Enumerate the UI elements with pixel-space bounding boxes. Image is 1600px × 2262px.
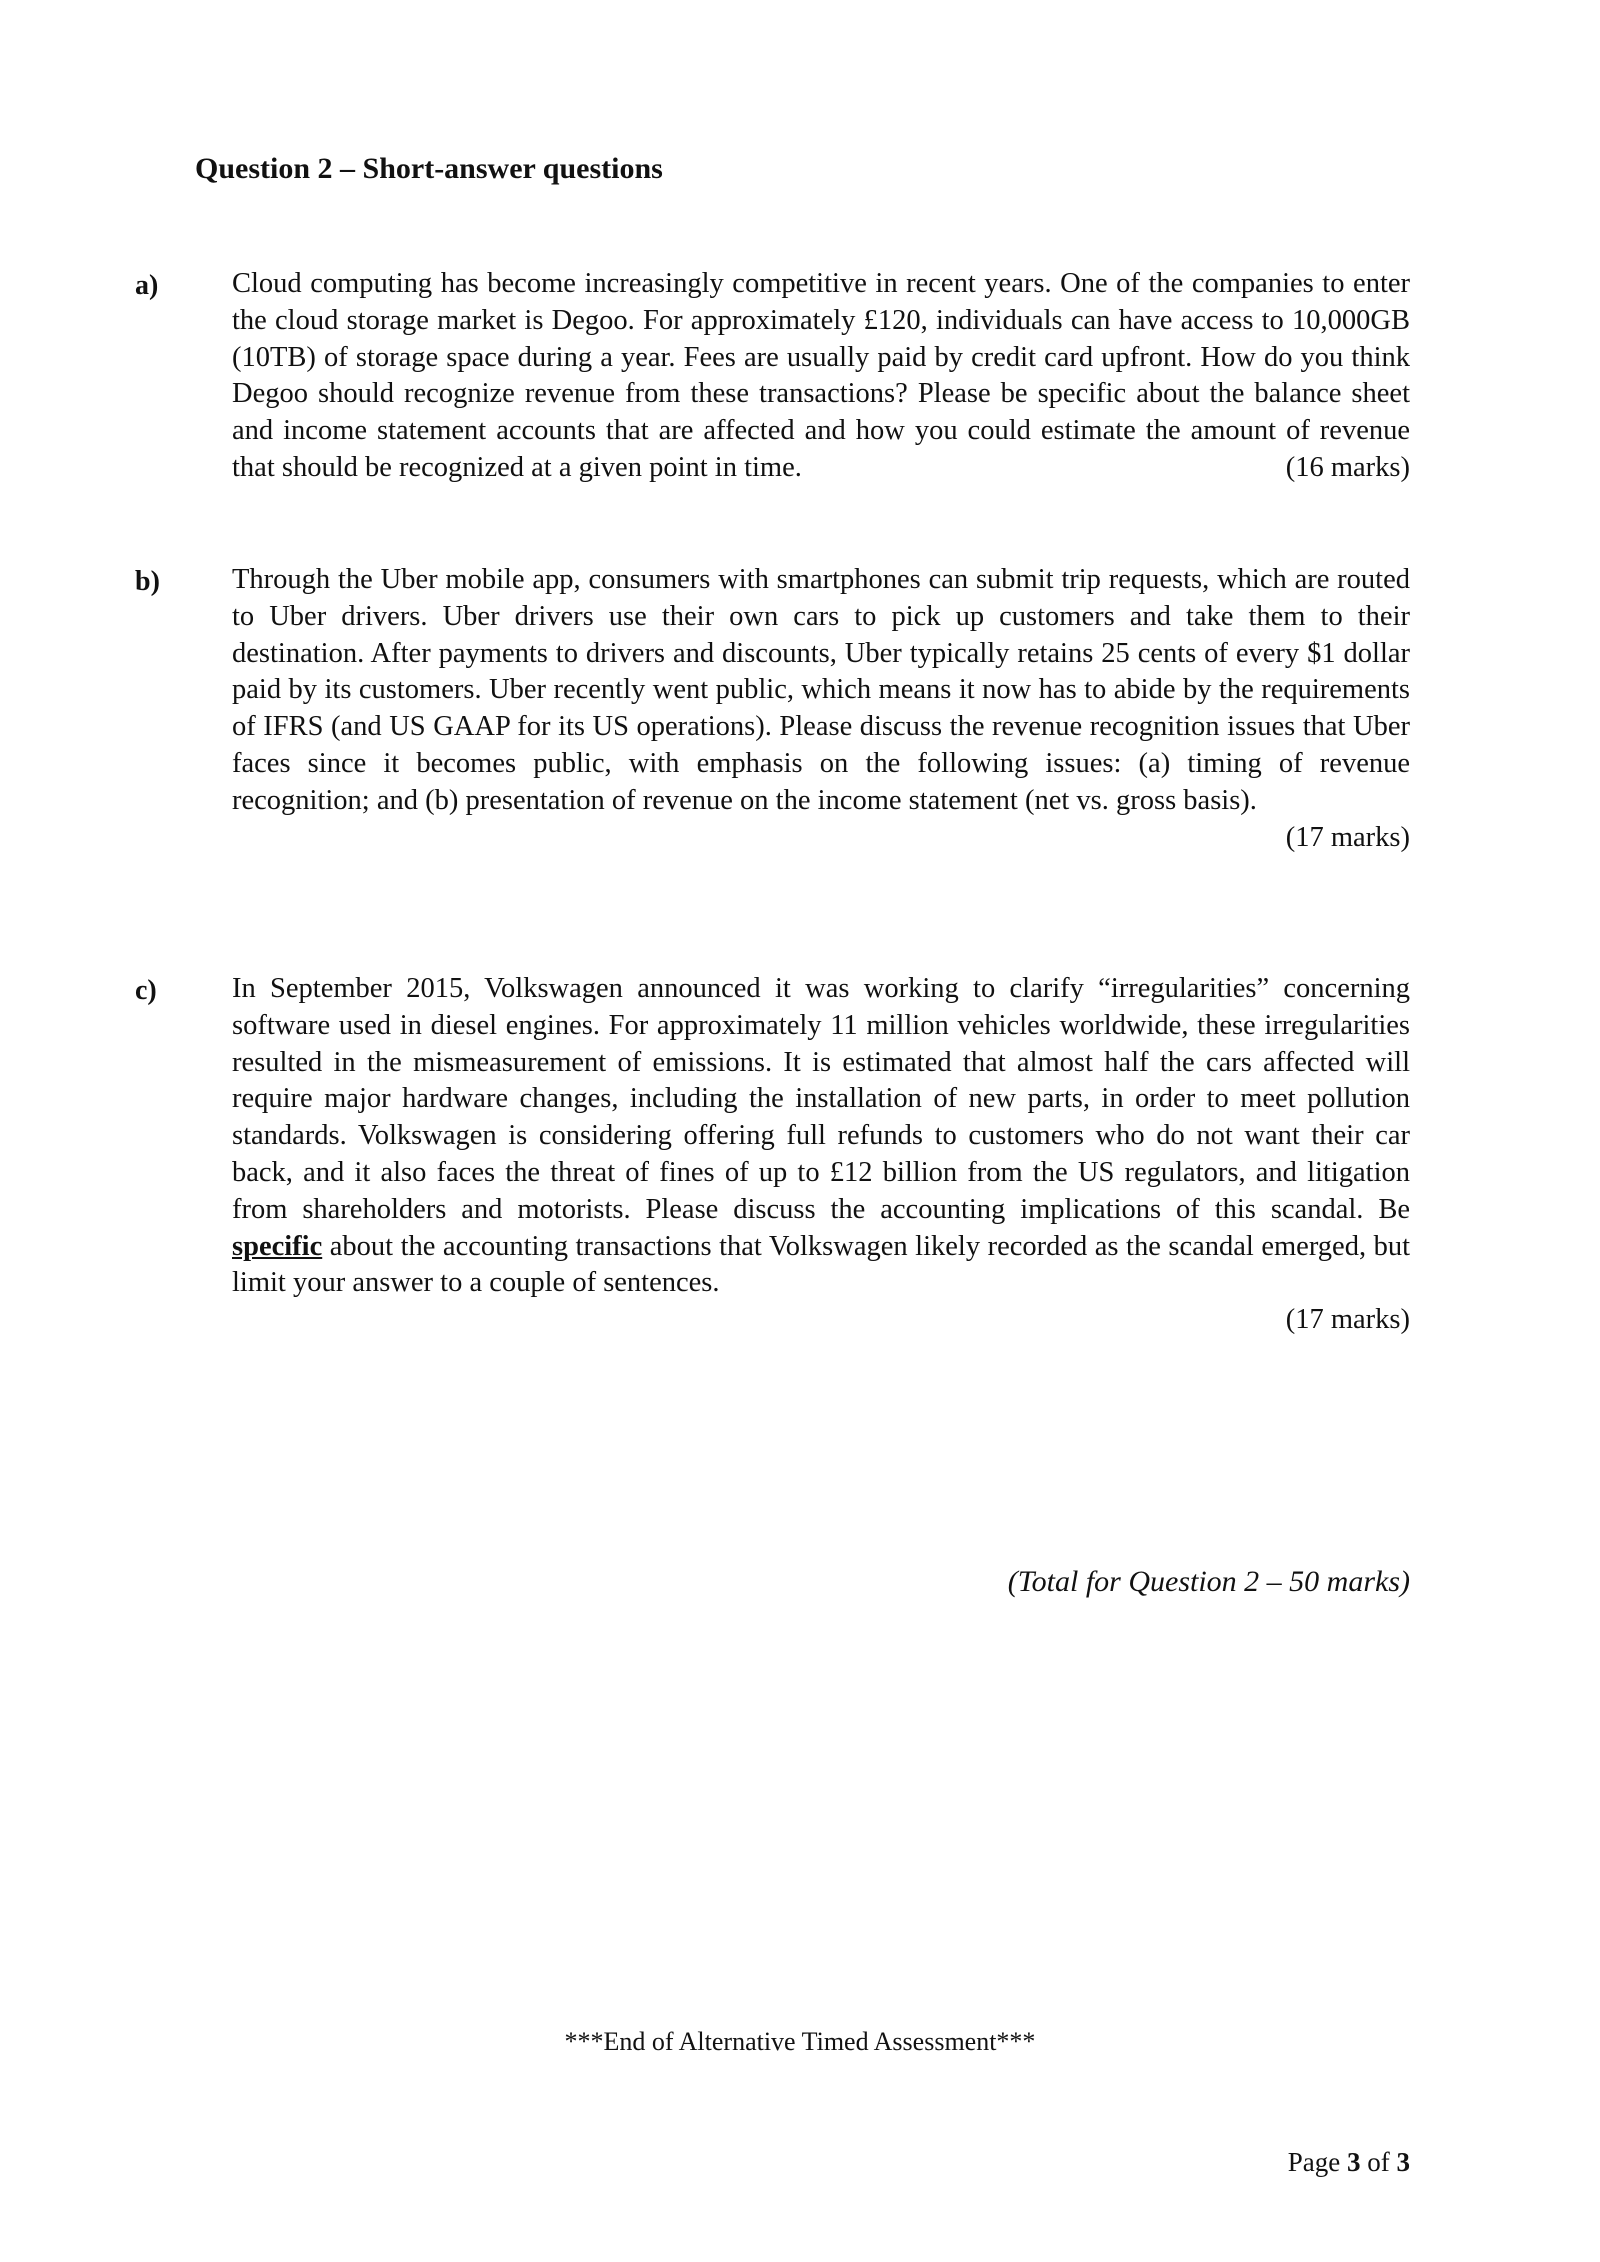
end-note: ***End of Alternative Timed Assessment***	[564, 2027, 1036, 2056]
question-c-text	[232, 971, 1410, 1302]
page-current: 3	[1347, 2147, 1361, 2177]
question-a-text: Cloud computing has become increasingly competitive in recent years. One of the companies to enter the cloud storage market is Degoo. For approximately £120, individuals can have access to 10,000GB (10TB) of storage space during a year. Fees are usually paid by credit card upfront. How do you think Degoo should recognize revenue from these transactions? Please be specific about the balance sheet and income statement accounts that are affected and how you could estimate the amount of revenue that should be recognized at a given point in time.	[232, 268, 1410, 483]
question-a-label: a)	[135, 270, 159, 301]
page-number	[1288, 2147, 1410, 2178]
question-b-label: b)	[135, 566, 160, 597]
question-b	[232, 562, 1410, 856]
question-c	[232, 971, 1410, 1339]
question-c-marks: (17 marks)	[1285, 1304, 1410, 1336]
question-a-marks: (16 marks)	[1285, 451, 1410, 483]
question-c-emphasis: specific	[232, 1230, 323, 1262]
page-prefix: Page	[1287, 2147, 1341, 2177]
page-total: 3	[1396, 2147, 1410, 2177]
question-b-marks: (17 marks)	[1285, 821, 1410, 853]
question-a	[232, 266, 1410, 487]
question-c-text-after: about the accounting transactions that Volkswagen likely recorded as the scandal emerged, but limit your answer to a couple of sentences.	[232, 1230, 1411, 1299]
page-separator: of	[1367, 2147, 1390, 2177]
question-b-text: Through the Uber mobile app, consumers with smartphones can submit trip requests, which are routed to Uber drivers. Uber drivers use their own cars to pick up customers and take them to their destination. After payments to drivers and discounts, Uber typically retains 25 cents of every $1 dollar paid by its customers. Uber recently went public, which means it now has to abide by the requirements of IFRS (and US GAAP for its US operations). Please discuss the revenue recognition issues that Uber faces since it becomes public, with emphasis on the following issues: (a) timing of revenue recognition; and (b) presentation of revenue on the income statement (net vs. gross basis).	[232, 564, 1410, 816]
question-total: (Total for Question 2 – 50 marks)	[1007, 1565, 1410, 1598]
question-c-label: c)	[135, 975, 157, 1006]
section-heading: Question 2 – Short-answer questions	[195, 152, 663, 185]
question-c-text-before: In September 2015, Volkswagen announced it was working to clarify “irregularities” concerning software used in diesel engines. For approximately 11 million vehicles worldwide, these irregularities resulted in the mismeasurement of emissions. It is estimated that almost half the cars affected will require major hardware changes, including the installation of new parts, in order to meet pollution standards. Volkswagen is considering offering full refunds to customers who do not want their car back, and it also faces the threat of fines of up to £12 billion from the US regulators, and litigation from shareholders and motorists. Please discuss the accounting implications of this scandal. Be	[232, 973, 1410, 1225]
